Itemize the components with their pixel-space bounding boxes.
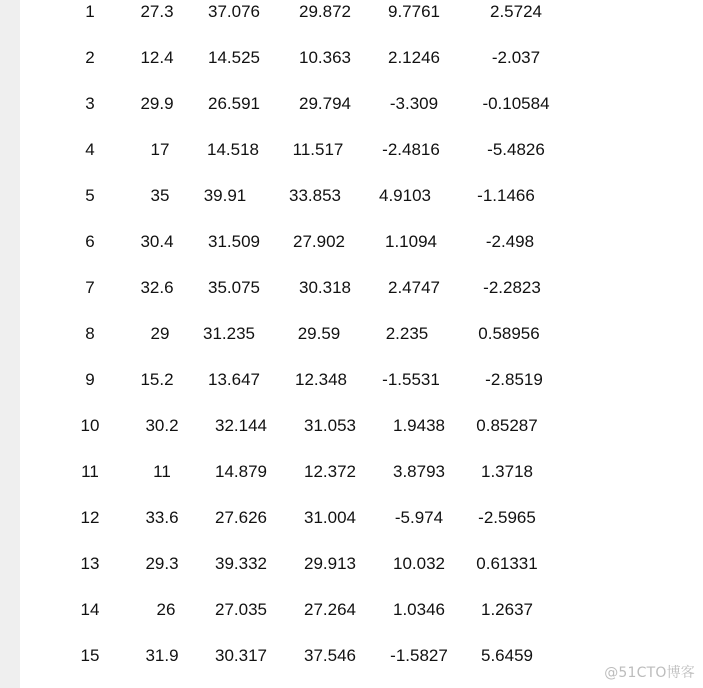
value-cell: 30.2: [145, 416, 179, 435]
value-cell: 12.4: [140, 48, 174, 67]
value-cell: 11.517: [292, 140, 344, 159]
value-cell: 29: [150, 324, 170, 343]
value-cell: 31.235: [203, 324, 255, 343]
row-index-cell: 7: [85, 278, 95, 297]
value-cell: 29.59: [297, 324, 341, 343]
value-cell: 27.626: [215, 508, 267, 527]
table-row: [20, 461, 620, 483]
value-cell: 2.1246: [388, 48, 440, 67]
value-cell: 29.794: [299, 94, 351, 113]
value-cell: 27.035: [215, 600, 267, 619]
value-cell: 0.58956: [478, 324, 540, 343]
value-cell: 2.5724: [490, 2, 542, 21]
value-cell: 15.2: [140, 370, 174, 389]
value-cell: 10.363: [299, 48, 351, 67]
value-cell: -3.309: [389, 94, 439, 113]
value-cell: 13.647: [208, 370, 260, 389]
value-cell: 27.902: [293, 232, 345, 251]
row-index-cell: 8: [85, 324, 95, 343]
row-index-cell: 6: [85, 232, 95, 251]
row-index-cell: 5: [85, 186, 95, 205]
row-index-cell: 1: [85, 2, 95, 21]
value-cell: 12.372: [304, 462, 356, 481]
value-cell: 1.0346: [393, 600, 445, 619]
value-cell: 32.144: [215, 416, 267, 435]
row-index-cell: 11: [81, 462, 99, 481]
value-cell: 30.4: [140, 232, 174, 251]
value-cell: 39.332: [215, 554, 267, 573]
table-row: [20, 93, 620, 115]
value-cell: 26.591: [208, 94, 260, 113]
value-cell: 33.6: [145, 508, 179, 527]
value-cell: 1.2637: [481, 600, 533, 619]
watermark: @51CTO博客: [604, 665, 695, 681]
value-cell: 2.4747: [388, 278, 440, 297]
value-cell: -2.5965: [478, 508, 536, 527]
row-index-cell: 14: [80, 600, 100, 619]
table-row: [20, 599, 620, 621]
value-cell: 31.509: [208, 232, 260, 251]
value-cell: -5.974: [394, 508, 444, 527]
table-row: [20, 415, 620, 437]
value-cell: 30.318: [299, 278, 351, 297]
row-index-cell: 15: [80, 646, 100, 665]
table-row: [20, 369, 620, 391]
value-cell: 4.9103: [379, 186, 431, 205]
value-cell: -1.5827: [390, 646, 448, 665]
value-cell: -2.037: [491, 48, 541, 67]
value-cell: -0.10584: [482, 94, 550, 113]
value-cell: 31.9: [145, 646, 179, 665]
left-gutter: [0, 0, 20, 688]
value-cell: -2.4816: [382, 140, 440, 159]
value-cell: -2.8519: [485, 370, 543, 389]
row-index-cell: 4: [85, 140, 95, 159]
value-cell: 27.3: [140, 2, 174, 21]
value-cell: 27.264: [304, 600, 356, 619]
value-cell: 29.3: [145, 554, 179, 573]
value-cell: 14.525: [208, 48, 260, 67]
row-index-cell: 9: [85, 370, 95, 389]
value-cell: 26: [156, 600, 176, 619]
value-cell: 35.075: [208, 278, 260, 297]
value-cell: 9.7761: [388, 2, 440, 21]
table-row: [20, 645, 620, 667]
value-cell: 10.032: [393, 554, 445, 573]
row-index-cell: 10: [80, 416, 100, 435]
value-cell: 37.546: [304, 646, 356, 665]
value-cell: 31.004: [304, 508, 356, 527]
value-cell: -2.2823: [483, 278, 541, 297]
table-row: [20, 231, 620, 253]
value-cell: 32.6: [140, 278, 174, 297]
value-cell: 2.235: [385, 324, 429, 343]
row-index-cell: 13: [80, 554, 100, 573]
value-cell: 35: [150, 186, 170, 205]
value-cell: 1.9438: [393, 416, 445, 435]
table-row: [20, 277, 620, 299]
table-row: [20, 139, 620, 161]
value-cell: 29.913: [304, 554, 356, 573]
table-row: [20, 1, 620, 23]
value-cell: 0.85287: [476, 416, 538, 435]
value-cell: 1.1094: [385, 232, 437, 251]
table-row: [20, 47, 620, 69]
value-cell: -5.4826: [487, 140, 545, 159]
value-cell: 5.6459: [481, 646, 533, 665]
row-index-cell: 3: [85, 94, 95, 113]
value-cell: 29.872: [299, 2, 351, 21]
table-row: [20, 323, 620, 345]
table-row: [20, 507, 620, 529]
row-index-cell: 2: [85, 48, 95, 67]
row-index-cell: 12: [80, 508, 100, 527]
value-cell: 39.91: [203, 186, 247, 205]
value-cell: 14.518: [207, 140, 259, 159]
value-cell: 11: [153, 462, 171, 481]
table-row: [20, 553, 620, 575]
value-cell: 31.053: [304, 416, 356, 435]
value-cell: 29.9: [140, 94, 174, 113]
value-cell: -1.1466: [477, 186, 535, 205]
value-cell: 1.3718: [481, 462, 533, 481]
value-cell: 30.317: [215, 646, 267, 665]
value-cell: 14.879: [215, 462, 267, 481]
value-cell: -2.498: [485, 232, 535, 251]
value-cell: 0.61331: [476, 554, 538, 573]
value-cell: 17: [150, 140, 170, 159]
value-cell: 3.8793: [393, 462, 445, 481]
value-cell: -1.5531: [382, 370, 440, 389]
value-cell: 12.348: [295, 370, 347, 389]
value-cell: 33.853: [289, 186, 341, 205]
data-table: [20, 0, 703, 688]
table-row: [20, 185, 620, 207]
value-cell: 37.076: [208, 2, 260, 21]
